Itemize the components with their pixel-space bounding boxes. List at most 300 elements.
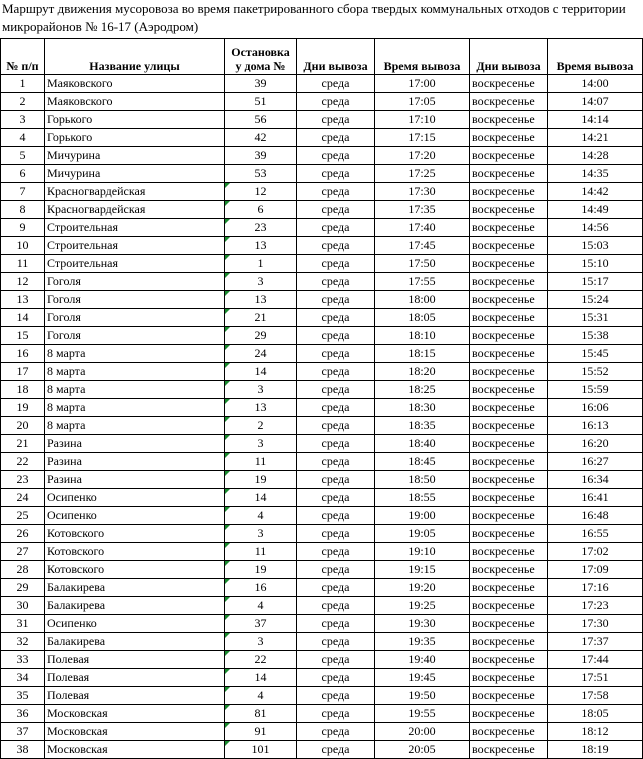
day-2: воскресенье [470, 381, 548, 399]
stop-house: 37 [225, 615, 297, 633]
day-1: среда [297, 237, 375, 255]
day-2: воскресенье [470, 309, 548, 327]
stop-house: 39 [225, 147, 297, 165]
day-2: воскресенье [470, 147, 548, 165]
time-2: 17:02 [548, 543, 643, 561]
time-1: 19:40 [375, 651, 470, 669]
row-number: 24 [1, 489, 45, 507]
table-row [1, 705, 643, 723]
stop-house: 53 [225, 165, 297, 183]
time-2: 17:37 [548, 633, 643, 651]
row-number: 1 [1, 75, 45, 93]
table-row [1, 147, 643, 165]
time-1: 17:50 [375, 255, 470, 273]
row-number: 10 [1, 237, 45, 255]
street-name: Осипенко [45, 507, 225, 525]
table-row [1, 723, 643, 741]
header-row [1, 39, 643, 75]
street-name: Котовского [45, 543, 225, 561]
day-2: воскресенье [470, 201, 548, 219]
time-2: 16:06 [548, 399, 643, 417]
stop-house: 11 [225, 543, 297, 561]
street-name: Московская [45, 741, 225, 759]
time-2: 17:58 [548, 687, 643, 705]
day-1: среда [297, 219, 375, 237]
time-2: 15:10 [548, 255, 643, 273]
street-name: Маяковского [45, 75, 225, 93]
stop-house: 21 [225, 309, 297, 327]
time-1: 19:45 [375, 669, 470, 687]
row-number: 21 [1, 435, 45, 453]
table-row [1, 435, 643, 453]
day-2: воскресенье [470, 651, 548, 669]
table-row [1, 543, 643, 561]
table-row [1, 165, 643, 183]
row-number: 12 [1, 273, 45, 291]
street-name: 8 марта [45, 381, 225, 399]
day-1: среда [297, 525, 375, 543]
street-name: 8 марта [45, 363, 225, 381]
stop-house: 3 [225, 435, 297, 453]
street-name: Разина [45, 471, 225, 489]
time-2: 14:56 [548, 219, 643, 237]
day-1: среда [297, 273, 375, 291]
row-number: 35 [1, 687, 45, 705]
table-row [1, 453, 643, 471]
row-number: 30 [1, 597, 45, 615]
street-name: Котовского [45, 561, 225, 579]
time-2: 15:59 [548, 381, 643, 399]
time-1: 18:45 [375, 453, 470, 471]
time-1: 19:10 [375, 543, 470, 561]
time-1: 18:55 [375, 489, 470, 507]
time-2: 16:34 [548, 471, 643, 489]
time-1: 20:00 [375, 723, 470, 741]
stop-house: 81 [225, 705, 297, 723]
street-name: Осипенко [45, 489, 225, 507]
day-1: среда [297, 723, 375, 741]
day-1: среда [297, 255, 375, 273]
street-name: Разина [45, 435, 225, 453]
day-2: воскресенье [470, 273, 548, 291]
stop-house: 91 [225, 723, 297, 741]
street-name: Строительная [45, 237, 225, 255]
time-2: 16:55 [548, 525, 643, 543]
time-2: 15:31 [548, 309, 643, 327]
time-2: 18:12 [548, 723, 643, 741]
stop-house: 13 [225, 237, 297, 255]
day-2: воскресенье [470, 615, 548, 633]
row-number: 23 [1, 471, 45, 489]
day-2: воскресенье [470, 597, 548, 615]
stop-house: 23 [225, 219, 297, 237]
time-2: 17:16 [548, 579, 643, 597]
day-1: среда [297, 561, 375, 579]
day-2: воскресенье [470, 93, 548, 111]
day-2: воскресенье [470, 219, 548, 237]
day-1: среда [297, 651, 375, 669]
row-number: 15 [1, 327, 45, 345]
row-number: 5 [1, 147, 45, 165]
day-1: среда [297, 579, 375, 597]
stop-house: 13 [225, 399, 297, 417]
time-1: 18:10 [375, 327, 470, 345]
day-2: воскресенье [470, 705, 548, 723]
time-1: 19:30 [375, 615, 470, 633]
time-1: 18:35 [375, 417, 470, 435]
day-2: воскресенье [470, 363, 548, 381]
row-number: 20 [1, 417, 45, 435]
street-name: Горького [45, 129, 225, 147]
street-name: 8 марта [45, 399, 225, 417]
time-2: 14:21 [548, 129, 643, 147]
stop-house: 56 [225, 111, 297, 129]
table-row [1, 309, 643, 327]
row-number: 25 [1, 507, 45, 525]
table-row [1, 399, 643, 417]
table-row [1, 471, 643, 489]
table-row [1, 597, 643, 615]
day-1: среда [297, 345, 375, 363]
street-name: Полевая [45, 687, 225, 705]
day-2: воскресенье [470, 471, 548, 489]
header-number: № п/п [1, 39, 45, 75]
stop-house: 3 [225, 273, 297, 291]
day-2: воскресенье [470, 255, 548, 273]
street-name: Разина [45, 453, 225, 471]
street-name: Балакирева [45, 633, 225, 651]
day-2: воскресенье [470, 525, 548, 543]
stop-house: 19 [225, 561, 297, 579]
time-2: 14:28 [548, 147, 643, 165]
street-name: Московская [45, 723, 225, 741]
table-row [1, 579, 643, 597]
time-1: 17:10 [375, 111, 470, 129]
day-2: воскресенье [470, 723, 548, 741]
day-1: среда [297, 705, 375, 723]
time-2: 17:44 [548, 651, 643, 669]
day-2: воскресенье [470, 561, 548, 579]
table-row [1, 669, 643, 687]
row-number: 13 [1, 291, 45, 309]
street-name: 8 марта [45, 345, 225, 363]
street-name: Гоголя [45, 273, 225, 291]
day-2: воскресенье [470, 129, 548, 147]
street-name: Строительная [45, 255, 225, 273]
time-1: 18:50 [375, 471, 470, 489]
time-2: 14:42 [548, 183, 643, 201]
street-name: Полевая [45, 651, 225, 669]
time-2: 14:49 [548, 201, 643, 219]
stop-house: 51 [225, 93, 297, 111]
stop-house: 11 [225, 453, 297, 471]
time-2: 16:48 [548, 507, 643, 525]
row-number: 22 [1, 453, 45, 471]
row-number: 32 [1, 633, 45, 651]
day-2: воскресенье [470, 669, 548, 687]
day-1: среда [297, 633, 375, 651]
document-title: Маршрут движения мусоровоза во время пакетрированного сбора твердых коммунальных отходов с территории микрорайонов № 16-17 (Аэродром) [2, 1, 626, 34]
stop-house: 2 [225, 417, 297, 435]
stop-house: 14 [225, 489, 297, 507]
table-row [1, 345, 643, 363]
time-1: 17:45 [375, 237, 470, 255]
row-number: 28 [1, 561, 45, 579]
table-row [1, 651, 643, 669]
day-1: среда [297, 363, 375, 381]
table-row [1, 183, 643, 201]
day-1: среда [297, 471, 375, 489]
day-1: среда [297, 507, 375, 525]
table-row [1, 525, 643, 543]
street-name: Балакирева [45, 579, 225, 597]
day-2: воскресенье [470, 579, 548, 597]
day-1: среда [297, 309, 375, 327]
row-number: 34 [1, 669, 45, 687]
time-1: 17:15 [375, 129, 470, 147]
time-2: 18:19 [548, 741, 643, 759]
time-1: 17:40 [375, 219, 470, 237]
time-1: 18:15 [375, 345, 470, 363]
day-2: воскресенье [470, 417, 548, 435]
time-1: 19:15 [375, 561, 470, 579]
table-row [1, 327, 643, 345]
table-row [1, 561, 643, 579]
table-row [1, 237, 643, 255]
stop-house: 6 [225, 201, 297, 219]
row-number: 7 [1, 183, 45, 201]
day-2: воскресенье [470, 165, 548, 183]
time-2: 15:38 [548, 327, 643, 345]
stop-house: 19 [225, 471, 297, 489]
stop-house: 1 [225, 255, 297, 273]
day-1: среда [297, 183, 375, 201]
row-number: 27 [1, 543, 45, 561]
day-1: среда [297, 669, 375, 687]
street-name: Красногвардейская [45, 183, 225, 201]
stop-house: 29 [225, 327, 297, 345]
schedule-table [0, 38, 643, 759]
day-1: среда [297, 489, 375, 507]
row-number: 11 [1, 255, 45, 273]
time-2: 15:03 [548, 237, 643, 255]
stop-house: 13 [225, 291, 297, 309]
header-time-2: Время вывоза [548, 39, 643, 75]
day-2: воскресенье [470, 489, 548, 507]
time-2: 17:09 [548, 561, 643, 579]
day-1: среда [297, 453, 375, 471]
row-number: 14 [1, 309, 45, 327]
day-2: воскресенье [470, 345, 548, 363]
row-number: 9 [1, 219, 45, 237]
row-number: 26 [1, 525, 45, 543]
row-number: 18 [1, 381, 45, 399]
time-1: 19:55 [375, 705, 470, 723]
row-number: 36 [1, 705, 45, 723]
day-1: среда [297, 687, 375, 705]
stop-house: 3 [225, 381, 297, 399]
stop-house: 4 [225, 687, 297, 705]
stop-house: 16 [225, 579, 297, 597]
table-body [1, 75, 643, 759]
day-2: воскресенье [470, 633, 548, 651]
time-1: 17:00 [375, 75, 470, 93]
table-row [1, 363, 643, 381]
day-2: воскресенье [470, 237, 548, 255]
row-number: 3 [1, 111, 45, 129]
table-row [1, 201, 643, 219]
day-1: среда [297, 291, 375, 309]
day-1: среда [297, 417, 375, 435]
day-1: среда [297, 435, 375, 453]
table-row [1, 75, 643, 93]
time-2: 16:41 [548, 489, 643, 507]
street-name: Гоголя [45, 327, 225, 345]
time-1: 20:05 [375, 741, 470, 759]
table-row [1, 291, 643, 309]
time-2: 17:51 [548, 669, 643, 687]
time-2: 14:14 [548, 111, 643, 129]
day-2: воскресенье [470, 741, 548, 759]
time-2: 15:45 [548, 345, 643, 363]
time-2: 17:30 [548, 615, 643, 633]
time-2: 15:17 [548, 273, 643, 291]
time-1: 18:40 [375, 435, 470, 453]
street-name: Котовского [45, 525, 225, 543]
time-1: 17:25 [375, 165, 470, 183]
time-1: 19:25 [375, 597, 470, 615]
row-number: 8 [1, 201, 45, 219]
day-1: среда [297, 75, 375, 93]
row-number: 17 [1, 363, 45, 381]
time-1: 19:05 [375, 525, 470, 543]
time-1: 17:05 [375, 93, 470, 111]
day-2: воскресенье [470, 507, 548, 525]
row-number: 29 [1, 579, 45, 597]
time-2: 16:27 [548, 453, 643, 471]
street-name: Красногвардейская [45, 201, 225, 219]
time-2: 16:13 [548, 417, 643, 435]
time-2: 14:07 [548, 93, 643, 111]
stop-house: 39 [225, 75, 297, 93]
day-2: воскресенье [470, 111, 548, 129]
stop-house: 101 [225, 741, 297, 759]
day-1: среда [297, 381, 375, 399]
street-name: Балакирева [45, 597, 225, 615]
stop-house: 12 [225, 183, 297, 201]
table-row [1, 633, 643, 651]
day-2: воскресенье [470, 543, 548, 561]
day-2: воскресенье [470, 687, 548, 705]
time-2: 18:05 [548, 705, 643, 723]
stop-house: 3 [225, 633, 297, 651]
time-2: 15:24 [548, 291, 643, 309]
street-name: Маяковского [45, 93, 225, 111]
row-number: 37 [1, 723, 45, 741]
street-name: Гоголя [45, 291, 225, 309]
day-1: среда [297, 399, 375, 417]
row-number: 38 [1, 741, 45, 759]
table-row [1, 219, 643, 237]
day-1: среда [297, 147, 375, 165]
street-name: 8 марта [45, 417, 225, 435]
day-1: среда [297, 741, 375, 759]
street-name: Строительная [45, 219, 225, 237]
day-1: среда [297, 129, 375, 147]
day-1: среда [297, 111, 375, 129]
header-days-1: Дни вывоза [297, 39, 375, 75]
time-2: 14:35 [548, 165, 643, 183]
row-number: 4 [1, 129, 45, 147]
row-number: 6 [1, 165, 45, 183]
street-name: Горького [45, 111, 225, 129]
time-1: 18:00 [375, 291, 470, 309]
time-1: 18:20 [375, 363, 470, 381]
day-1: среда [297, 327, 375, 345]
day-1: среда [297, 165, 375, 183]
day-1: среда [297, 201, 375, 219]
day-2: воскресенье [470, 399, 548, 417]
table-row [1, 417, 643, 435]
day-1: среда [297, 597, 375, 615]
time-2: 15:52 [548, 363, 643, 381]
stop-house: 4 [225, 507, 297, 525]
table-row [1, 273, 643, 291]
time-1: 19:20 [375, 579, 470, 597]
time-1: 17:20 [375, 147, 470, 165]
table-row [1, 111, 643, 129]
header-stop: Остановка у дома № [225, 39, 297, 75]
table-row [1, 255, 643, 273]
time-1: 19:00 [375, 507, 470, 525]
time-1: 18:30 [375, 399, 470, 417]
table-row [1, 93, 643, 111]
stop-house: 14 [225, 363, 297, 381]
time-2: 17:23 [548, 597, 643, 615]
header-street: Название улицы [45, 39, 225, 75]
table-row [1, 129, 643, 147]
row-number: 33 [1, 651, 45, 669]
time-2: 16:20 [548, 435, 643, 453]
table-row [1, 381, 643, 399]
day-1: среда [297, 543, 375, 561]
row-number: 2 [1, 93, 45, 111]
stop-house: 4 [225, 597, 297, 615]
time-1: 17:35 [375, 201, 470, 219]
day-2: воскресенье [470, 327, 548, 345]
day-2: воскресенье [470, 75, 548, 93]
time-1: 18:05 [375, 309, 470, 327]
day-2: воскресенье [470, 291, 548, 309]
row-number: 16 [1, 345, 45, 363]
time-1: 17:55 [375, 273, 470, 291]
time-1: 19:50 [375, 687, 470, 705]
day-1: среда [297, 93, 375, 111]
table-row [1, 489, 643, 507]
day-2: воскресенье [470, 435, 548, 453]
table-row [1, 687, 643, 705]
day-2: воскресенье [470, 453, 548, 471]
street-name: Осипенко [45, 615, 225, 633]
stop-house: 22 [225, 651, 297, 669]
time-1: 17:30 [375, 183, 470, 201]
street-name: Полевая [45, 669, 225, 687]
stop-house: 42 [225, 129, 297, 147]
header-days-2: Дни вывоза [470, 39, 548, 75]
street-name: Мичурина [45, 147, 225, 165]
street-name: Гоголя [45, 309, 225, 327]
stop-house: 24 [225, 345, 297, 363]
